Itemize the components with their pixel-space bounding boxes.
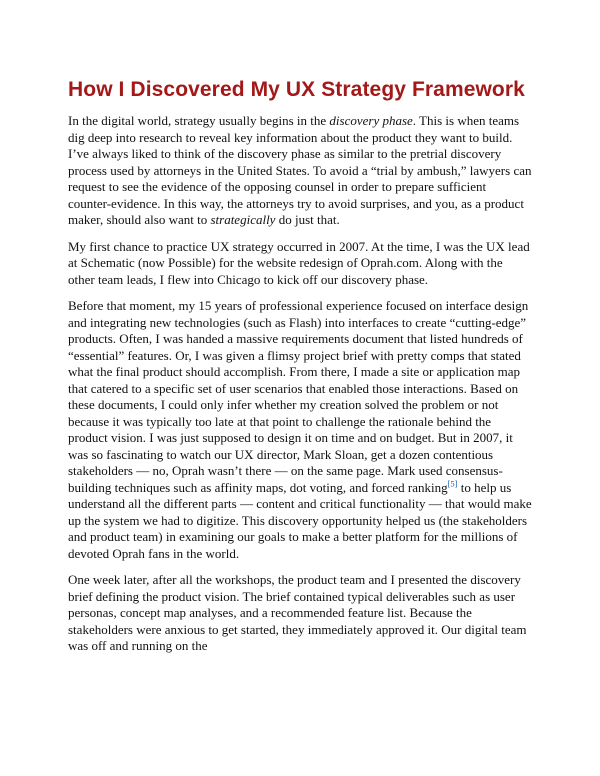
text-segment: to help us understand all the different parts — content and critical functionality — that would make up the system we had to digitize. This discovery opportunity helped us (the stakeholders and product team) in examining our goals to make a better platform for the millions of devoted Oprah fans in the world.: [68, 479, 532, 561]
text-segment: discovery phase: [329, 113, 413, 129]
text-segment: Before that moment, my 15 years of professional experience focused on interface design and integrating new technologies (such as Flash) into interfaces to create “cutting-edge” products. Often, I was handed a massive requirements document that listed hundreds of “essential” features. Or, I was given a flimsy project brief with pretty comps that stated what the final product should accomplish. From there, I made a site or application map that catered to a specific set of user scenarios that enabled those interactions. Based on these documents, I could only infer whether my creation solved the problem or not because it was typically too late at that point to challenge the rationale behind the product vision. I was just supposed to design it on time and on budget. But in 2007, it was so fascinating to watch our UX director, Mark Sloan, get a dozen contentious stakeholders — no, Oprah wasn’t there — on the same page. Mark used consensus-building techniques such as affinity maps, dot voting, and forced ranking: [68, 298, 529, 495]
text-segment: One week later, after all the workshops, the product team and I presented the discovery brief defining the product vision. The brief contained typical deliverables such as user personas, concept map analyses, and a recommended feature list. Because the stakeholders were anxious to get started, they immediately approved it. Our digital team was off and running on the: [68, 572, 527, 654]
article-body: [68, 113, 532, 655]
paragraph: [68, 572, 532, 655]
text-segment: My first chance to practice UX strategy occurred in 2007. At the time, I was the UX lead at Schematic (now Possible) for the website redesign of Oprah.com. Along with the other team leads, I flew into Chicago to kick off our discovery phase.: [68, 238, 530, 287]
text-segment: In the digital world, strategy usually begins in the: [68, 113, 330, 129]
text-segment: do just that.: [275, 212, 340, 228]
paragraph: [68, 239, 532, 289]
page-title: How I Discovered My UX Strategy Framework: [68, 78, 525, 101]
paragraph: [68, 113, 532, 229]
footnote-ref-link[interactable]: [5]: [447, 478, 458, 489]
text-segment: strategically: [210, 212, 276, 228]
text-segment: . This is when teams dig deep into research to reveal key information about the product they want to build. I’ve always liked to think of the discovery phase as similar to the pretrial discovery process used by attorneys in the United States. To avoid a “trial by ambush,” lawyers can request to see the evidence of the opposing counsel in order to prepare sufficient counter-evidence. In this way, the attorneys try to avoid surprises, and you, as a product maker, should also want to: [68, 113, 532, 228]
paragraph: [68, 298, 532, 562]
